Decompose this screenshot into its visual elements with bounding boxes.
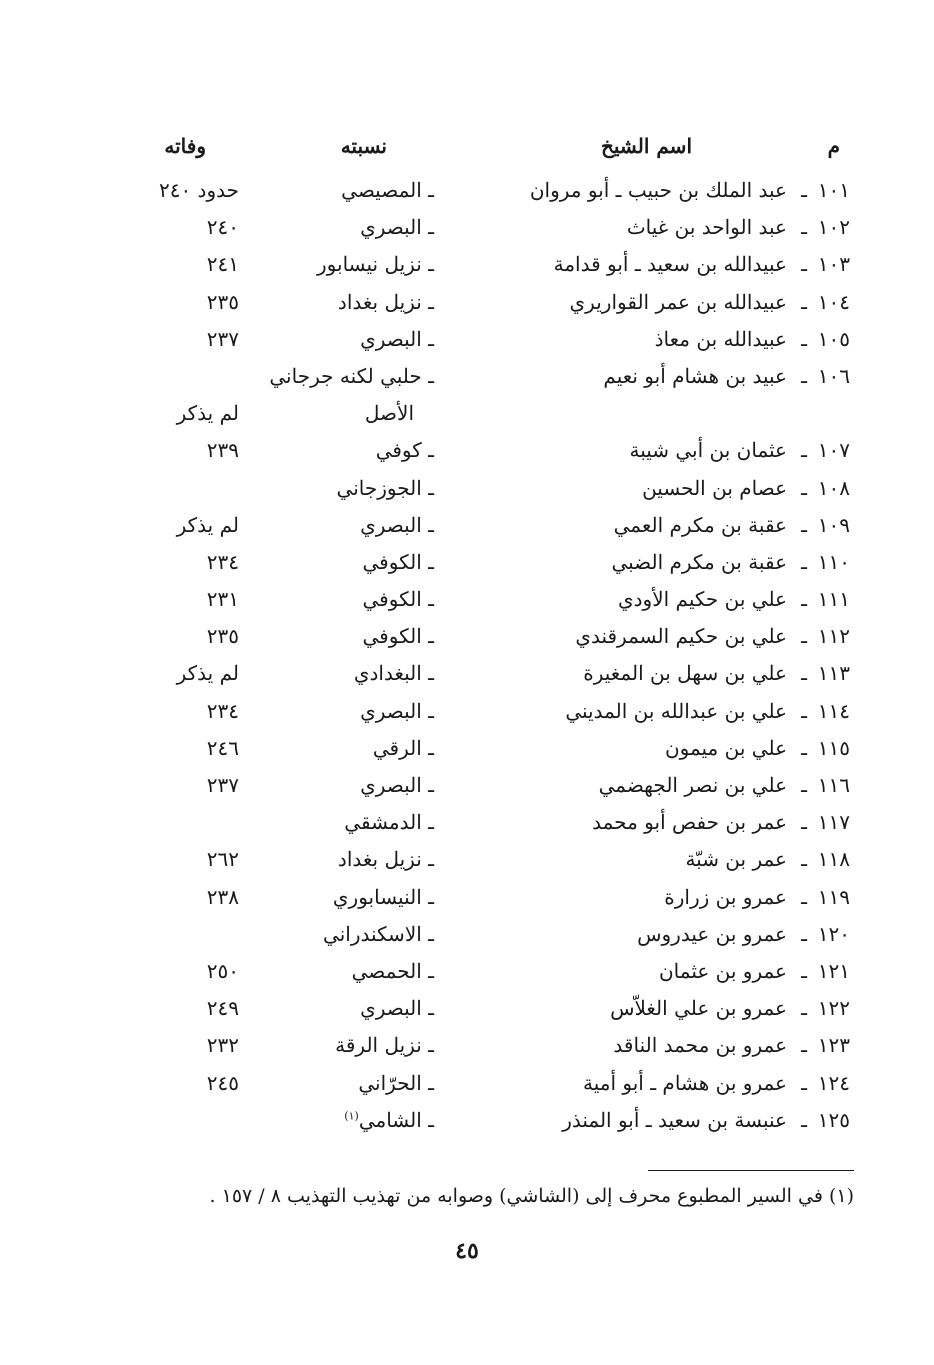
- table-row: [0, 581, 934, 618]
- row-separator-dash: ـ: [801, 475, 807, 500]
- table-row: [0, 507, 934, 544]
- sheikh-name: علي بن حكيم السمرقندي: [575, 624, 787, 649]
- table-row: [0, 693, 934, 730]
- nisba-text: ـ الدمشقي: [344, 810, 434, 835]
- row-number: ١٠٩: [817, 512, 850, 537]
- header-death: وفاته: [164, 134, 206, 158]
- table-row: [0, 1102, 934, 1139]
- row-number: ١٢٠: [817, 921, 850, 946]
- table-row: [0, 1027, 934, 1064]
- table-row: [0, 618, 934, 655]
- nisba-text: ـ الكوفي: [362, 587, 434, 612]
- row-separator-dash: ـ: [801, 549, 807, 574]
- sheikh-name: علي بن سهل بن المغيرة: [583, 661, 787, 686]
- row-number: ١٢١: [817, 958, 850, 983]
- sheikh-nisba: [360, 215, 434, 239]
- header-nisba: نسبته: [340, 134, 387, 158]
- sheikh-nisba: [341, 178, 434, 202]
- sheikh-name: عمرو بن عيدروس: [637, 921, 787, 946]
- table-row-continuation: [0, 395, 934, 432]
- row-separator-dash: ـ: [801, 289, 807, 314]
- sheikh-table: [0, 172, 934, 1139]
- sheikh-nisba: [323, 922, 434, 946]
- header-number: م: [827, 134, 840, 158]
- row-number: ١١٩: [817, 884, 850, 909]
- sheikh-name: عمرو بن محمد الناقد: [613, 1033, 787, 1058]
- nisba-text: الأصل: [364, 401, 414, 426]
- row-number: ١٠١: [817, 178, 850, 202]
- death-year: ٢٣٤: [206, 698, 239, 723]
- nisba-text: ـ نزيل بغداد: [337, 847, 434, 872]
- row-number: ١٠٧: [817, 438, 850, 463]
- row-number: ١١٠: [817, 549, 850, 574]
- nisba-text: ـ الكوفي: [362, 624, 434, 649]
- row-number: ١١٣: [817, 661, 850, 686]
- sheikh-name: عصام بن الحسين: [642, 475, 787, 500]
- sheikh-nisba: [363, 624, 434, 648]
- table-row: [0, 172, 934, 209]
- death-year: ٢٣٧: [206, 773, 239, 797]
- death-year: ٢٤٦: [206, 735, 239, 760]
- nisba-text: ـ المصيصي: [341, 178, 434, 202]
- row-separator-dash: ـ: [801, 326, 807, 351]
- sheikh-name: عبيدالله بن معاذ: [654, 326, 787, 351]
- death-year: لم يذكر: [176, 401, 239, 426]
- sheikh-name: عمرو بن زرارة: [664, 884, 787, 909]
- sheikh-name: علي بن نصر الجهضمي: [598, 773, 787, 797]
- table-row: [0, 655, 934, 692]
- table-row: [0, 953, 934, 990]
- nisba-text: ـ البصري: [360, 698, 434, 723]
- footnote-divider: [648, 1170, 854, 1171]
- sheikh-nisba: [344, 1108, 434, 1132]
- death-year: ٢٣٥: [206, 624, 239, 649]
- table-header: [0, 128, 934, 168]
- nisba-text: ـ نزيل نيسابور: [317, 252, 434, 277]
- table-row: [0, 432, 934, 469]
- table-row: [0, 358, 934, 395]
- sheikh-nisba: [360, 996, 434, 1020]
- sheikh-nisba: [317, 252, 434, 276]
- row-separator-dash: ـ: [801, 958, 807, 983]
- death-year: ٢٤٥: [206, 1070, 239, 1095]
- nisba-text: ـ الحرّاني: [358, 1070, 434, 1095]
- sheikh-nisba: [338, 290, 434, 314]
- sheikh-nisba: [269, 364, 434, 388]
- sheikh-nisba: [363, 587, 434, 611]
- nisba-text: ـ البصري: [360, 326, 434, 351]
- sheikh-nisba: [365, 401, 414, 425]
- sheikh-name: عمرو بن هشام ـ أبو أمية: [583, 1070, 787, 1095]
- row-separator-dash: ـ: [801, 252, 807, 277]
- nisba-text: ـ حلبي لكنه جرجاني: [269, 363, 434, 388]
- row-number: ١٠٢: [817, 215, 850, 240]
- sheikh-nisba: [363, 550, 434, 574]
- death-year: ٢٣٧: [206, 326, 239, 351]
- sheikh-nisba: [344, 810, 434, 834]
- sheikh-nisba: [358, 1071, 434, 1095]
- sheikh-name: عمر بن حفص أبو محمد: [592, 810, 787, 835]
- sheikh-name: عبيدالله بن سعيد ـ أبو قدامة: [553, 252, 787, 277]
- row-number: ١٢٣: [817, 1033, 850, 1058]
- row-separator-dash: ـ: [801, 661, 807, 686]
- sheikh-name: عثمان بن أبي شيبة: [629, 438, 787, 463]
- table-row: [0, 767, 934, 804]
- sheikh-nisba: [360, 699, 434, 723]
- row-separator-dash: ـ: [801, 624, 807, 649]
- table-row: [0, 730, 934, 767]
- table-row: [0, 916, 934, 953]
- row-separator-dash: ـ: [801, 178, 807, 202]
- row-number: ١١٢: [817, 624, 850, 649]
- nisba-text: ـ البصري: [360, 215, 434, 240]
- row-number: ١٠٨: [817, 475, 850, 500]
- row-number: ١١٥: [817, 735, 850, 760]
- row-number: ١٠٥: [817, 326, 850, 351]
- nisba-text: ـ الكوفي: [362, 549, 434, 574]
- table-row: [0, 804, 934, 841]
- row-number: ١٢٤: [817, 1070, 850, 1095]
- row-separator-dash: ـ: [801, 363, 807, 388]
- row-separator-dash: ـ: [801, 698, 807, 723]
- row-separator-dash: ـ: [801, 438, 807, 463]
- sheikh-name: عبيدالله بن عمر القواريري: [569, 289, 787, 314]
- sheikh-name: علي بن ميمون: [664, 735, 787, 760]
- death-year: ٢٤٩: [206, 996, 239, 1021]
- sheikh-nisba: [352, 959, 434, 983]
- table-row: [0, 209, 934, 246]
- nisba-text: ـ البغدادي: [353, 661, 434, 686]
- sheikh-name: عقبة بن مكرم الضبي: [611, 549, 787, 574]
- row-separator-dash: ـ: [801, 773, 807, 797]
- sheikh-name: عمر بن شبّة: [685, 847, 787, 872]
- row-separator-dash: ـ: [801, 921, 807, 946]
- row-separator-dash: ـ: [801, 1070, 807, 1095]
- header-sheikh-name: اسم الشيخ: [600, 134, 692, 158]
- row-separator-dash: ـ: [801, 1107, 807, 1132]
- sheikh-name: عقبة بن مكرم العمي: [613, 512, 787, 537]
- footnote-marker: (١): [344, 1109, 359, 1123]
- row-separator-dash: ـ: [801, 1033, 807, 1058]
- table-row: [0, 990, 934, 1027]
- nisba-text: ـ الحمصي: [351, 958, 434, 983]
- death-year: ٢٥٠: [206, 958, 239, 983]
- death-year: لم يذكر: [176, 661, 239, 686]
- sheikh-nisba: [376, 438, 434, 462]
- table-row: [0, 544, 934, 581]
- row-number: ١٠٦: [817, 363, 850, 388]
- row-separator-dash: ـ: [801, 215, 807, 240]
- death-year: لم يذكر: [176, 512, 239, 537]
- sheikh-nisba: [333, 885, 434, 909]
- sheikh-name: عبد الواحد بن غياث: [626, 215, 787, 240]
- row-separator-dash: ـ: [801, 884, 807, 909]
- row-number: ١١٤: [817, 698, 850, 723]
- sheikh-name: علي بن عبدالله بن المديني: [565, 698, 787, 723]
- nisba-text: ـ البصري: [360, 512, 434, 537]
- table-row: [0, 246, 934, 283]
- sheikh-nisba: [354, 661, 434, 685]
- row-number: ١١٨: [817, 847, 850, 872]
- table-row: [0, 1065, 934, 1102]
- sheikh-nisba: [335, 1033, 434, 1057]
- footnote: (١) في السير المطبوع محرف إلى (الشاشي) وصوابه من تهذيب التهذيب ٨ / ١٥٧ .: [209, 1185, 854, 1207]
- table-row: [0, 321, 934, 358]
- table-row: [0, 470, 934, 507]
- row-number: ١٢٥: [817, 1107, 850, 1132]
- nisba-text: ـ نزيل الرقة: [335, 1033, 434, 1058]
- nisba-text: ـ الاسكندراني: [323, 921, 434, 946]
- sheikh-nisba: [360, 773, 434, 797]
- sheikh-nisba: [373, 736, 434, 760]
- sheikh-name: عبيد بن هشام أبو نعيم: [603, 363, 787, 388]
- row-separator-dash: ـ: [801, 587, 807, 612]
- row-separator-dash: ـ: [801, 512, 807, 537]
- sheikh-nisba: [337, 476, 434, 500]
- row-number: ١١١: [817, 587, 850, 612]
- death-year: ٢٤١: [206, 252, 239, 277]
- row-number: ١٠٣: [817, 252, 850, 277]
- sheikh-name: عمرو بن عثمان: [658, 958, 787, 983]
- death-year: ٢٣٩: [206, 438, 239, 463]
- nisba-text: ـ البصري: [360, 996, 434, 1021]
- nisba-text: ـ الشامي: [358, 1107, 434, 1132]
- sheikh-nisba: [360, 513, 434, 537]
- death-year: ٢٣٤: [206, 549, 239, 574]
- death-year: حدود ٢٤٠: [158, 178, 239, 202]
- sheikh-name: عنبسة بن سعيد ـ أبو المنذر: [562, 1107, 787, 1132]
- row-number: ١٠٤: [817, 289, 850, 314]
- table-row: [0, 841, 934, 878]
- sheikh-nisba: [338, 847, 434, 871]
- death-year: ٢٣٢: [206, 1033, 239, 1058]
- nisba-text: ـ الرقي: [372, 735, 434, 760]
- death-year: ٢٣١: [206, 587, 239, 612]
- sheikh-name: علي بن حكيم الأودي: [617, 587, 787, 612]
- death-year: ٢٤٠: [206, 215, 239, 240]
- row-number: ١١٦: [817, 773, 850, 797]
- sheikh-name: عبد الملك بن حبيب ـ أبو مروان: [529, 178, 787, 202]
- sheikh-name: عمرو بن علي الغلاّس: [610, 996, 787, 1021]
- nisba-text: ـ الجوزجاني: [336, 475, 434, 500]
- row-number: ١٢٢: [817, 996, 850, 1021]
- row-separator-dash: ـ: [801, 847, 807, 872]
- table-row: [0, 879, 934, 916]
- row-separator-dash: ـ: [801, 996, 807, 1021]
- sheikh-nisba: [360, 327, 434, 351]
- death-year: ٢٦٢: [206, 847, 239, 872]
- nisba-text: ـ نزيل بغداد: [337, 289, 434, 314]
- death-year: ٢٣٥: [206, 289, 239, 314]
- row-number: ١١٧: [817, 810, 850, 835]
- nisba-text: ـ النيسابوري: [332, 884, 434, 909]
- row-separator-dash: ـ: [801, 735, 807, 760]
- table-row: [0, 284, 934, 321]
- nisba-text: ـ كوفي: [375, 438, 434, 463]
- nisba-text: ـ البصري: [360, 773, 434, 797]
- page-number: ٤٥: [455, 1238, 479, 1264]
- row-separator-dash: ـ: [801, 810, 807, 835]
- death-year: ٢٣٨: [206, 884, 239, 909]
